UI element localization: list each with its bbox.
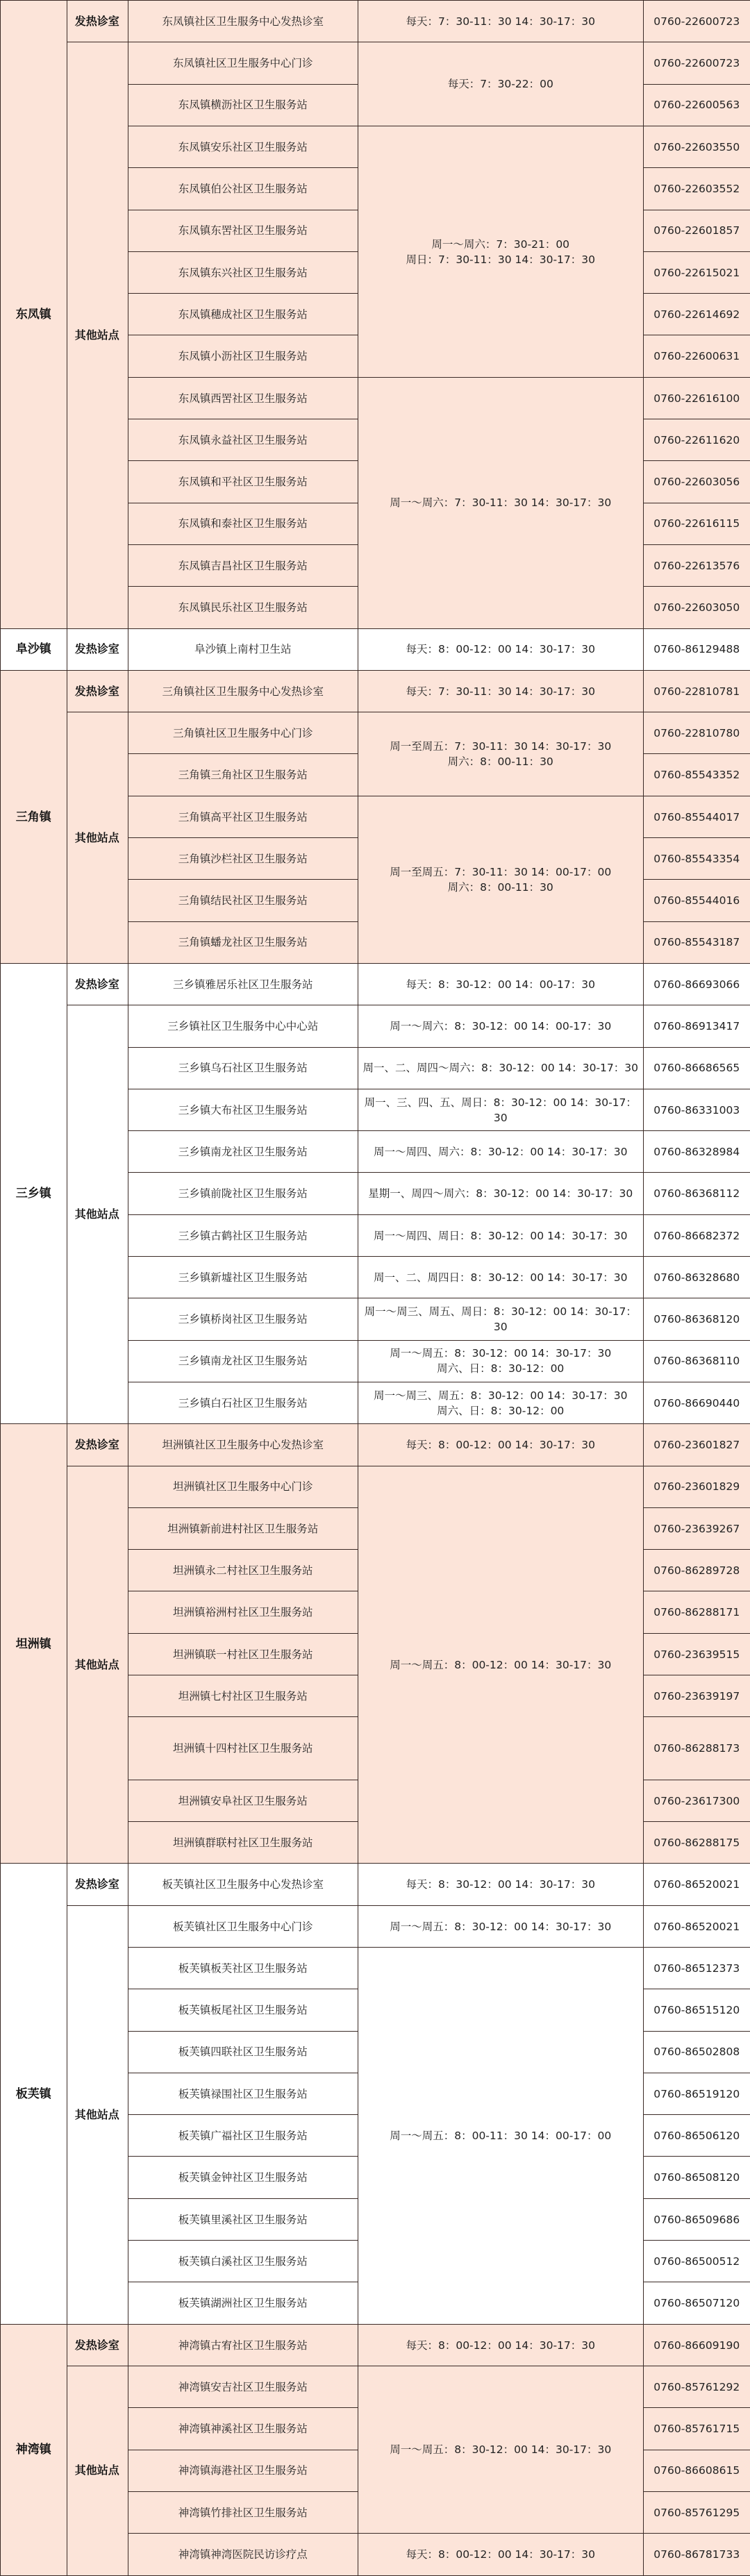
site-name: 坦洲镇裕洲村社区卫生服务站 (127, 1591, 359, 1634)
opening-hours: 周一～周六：8：30-12：00 14：00-17：30 (358, 1005, 644, 1048)
site-phone: 0760-86129488 (642, 628, 750, 671)
site-type-label: 发热诊室 (66, 1863, 128, 1906)
site-name: 板芙镇板芙社区卫生服务站 (127, 1947, 359, 1990)
site-type-label: 发热诊室 (66, 963, 128, 1006)
opening-hours: 周一至周五：7：30-11：30 14：30-17：30 周六：8：00-11：30 (358, 712, 644, 796)
site-name: 东凤镇东罟社区卫生服务站 (127, 210, 359, 253)
site-phone: 0760-86507120 (642, 2282, 750, 2325)
site-phone: 0760-22616115 (642, 503, 750, 546)
site-name: 板芙镇社区卫生服务中心门诊 (127, 1905, 359, 1948)
site-phone: 0760-22603550 (642, 126, 750, 169)
site-type-label: 发热诊室 (66, 1423, 128, 1466)
site-phone: 0760-86693066 (642, 963, 750, 1006)
site-name: 东凤镇社区卫生服务中心发热诊室 (127, 0, 359, 43)
site-type-label: 其他站点 (66, 1005, 128, 1425)
opening-hours: 每天：7：30-11：30 14：30-17：30 (358, 0, 644, 43)
site-phone: 0760-22613576 (642, 544, 750, 587)
site-phone: 0760-86520021 (642, 1863, 750, 1906)
site-phone: 0760-86502808 (642, 2031, 750, 2074)
site-phone: 0760-22603050 (642, 586, 750, 629)
opening-hours: 周一～周五：8：00-12：00 14：30-17：30 (358, 1466, 644, 1864)
opening-hours: 每天：8：00-12：00 14：30-17：30 (358, 1423, 644, 1466)
site-type-label: 其他站点 (66, 1905, 128, 2325)
site-phone: 0760-86609190 (642, 2324, 750, 2367)
site-name: 板芙镇广福社区卫生服务站 (127, 2114, 359, 2157)
opening-hours: 周一至周五：7：30-11：30 14：00-17：00 周六：8：00-11：30 (358, 796, 644, 964)
site-name: 神湾镇安吉社区卫生服务站 (127, 2366, 359, 2409)
town-name: 神湾镇 (0, 2324, 67, 2576)
site-type-label: 发热诊室 (66, 0, 128, 43)
opening-hours: 每天：8：00-12：00 14：30-17：30 (358, 2533, 644, 2576)
site-phone: 0760-22611620 (642, 419, 750, 462)
site-phone: 0760-85761715 (642, 2407, 750, 2450)
site-name: 三角镇沙栏社区卫生服务站 (127, 837, 359, 880)
site-name: 坦洲镇永二村社区卫生服务站 (127, 1549, 359, 1592)
site-phone: 0760-86515120 (642, 1989, 750, 2032)
site-name: 东凤镇东兴社区卫生服务站 (127, 251, 359, 294)
site-name: 坦洲镇群联村社区卫生服务站 (127, 1821, 359, 1864)
site-name: 东凤镇安乐社区卫生服务站 (127, 126, 359, 169)
site-name: 东凤镇和泰社区卫生服务站 (127, 503, 359, 546)
site-name: 板芙镇白溪社区卫生服务站 (127, 2240, 359, 2283)
site-phone: 0760-86506120 (642, 2114, 750, 2157)
site-name: 三角镇结民社区卫生服务站 (127, 879, 359, 922)
site-name: 三角镇社区卫生服务中心门诊 (127, 712, 359, 755)
opening-hours: 每天：8：30-12：00 14：30-17：30 (358, 1863, 644, 1906)
site-name: 板芙镇里溪社区卫生服务站 (127, 2198, 359, 2241)
site-type-label: 其他站点 (66, 1466, 128, 1864)
site-name: 三乡镇新墟社区卫生服务站 (127, 1256, 359, 1299)
site-name: 三乡镇桥岗社区卫生服务站 (127, 1298, 359, 1341)
site-name: 神湾镇神湾医院民访诊疗点 (127, 2533, 359, 2576)
site-name: 三乡镇古鹤社区卫生服务站 (127, 1214, 359, 1257)
site-name: 东凤镇西罟社区卫生服务站 (127, 377, 359, 420)
opening-hours: 每天：8：30-12：00 14：00-17：30 (358, 963, 644, 1006)
site-name: 三乡镇南龙社区卫生服务站 (127, 1130, 359, 1173)
site-name: 板芙镇湖洲社区卫生服务站 (127, 2282, 359, 2325)
site-name: 坦洲镇十四村社区卫生服务站 (127, 1716, 359, 1780)
site-name: 板芙镇金钟社区卫生服务站 (127, 2156, 359, 2199)
opening-hours: 星期一、周四～周六：8：30-12：00 14：30-17：30 (358, 1172, 644, 1215)
site-name: 东凤镇穗成社区卫生服务站 (127, 293, 359, 336)
site-phone: 0760-86520021 (642, 1905, 750, 1948)
site-phone: 0760-85543352 (642, 753, 750, 796)
town-name: 三乡镇 (0, 963, 67, 1425)
site-type-label: 其他站点 (66, 2366, 128, 2576)
site-name: 东凤镇社区卫生服务中心门诊 (127, 42, 359, 85)
opening-hours: 周一～周五：8：30-12：00 14：30-17：30 周六、日：8：30-12：00 (358, 1340, 644, 1383)
site-phone: 0760-23639267 (642, 1507, 750, 1550)
site-name: 三角镇社区卫生服务中心发热诊室 (127, 670, 359, 713)
site-phone: 0760-22614692 (642, 293, 750, 336)
town-name: 板芙镇 (0, 1863, 67, 2325)
site-name: 坦洲镇安阜社区卫生服务站 (127, 1780, 359, 1823)
opening-hours: 周一～周五：8：30-12：00 14：30-17：30 (358, 1905, 644, 1948)
site-phone: 0760-86368120 (642, 1298, 750, 1341)
site-phone: 0760-85543354 (642, 837, 750, 880)
site-phone: 0760-86500512 (642, 2240, 750, 2283)
site-type-label: 其他站点 (66, 712, 128, 964)
site-phone: 0760-86508120 (642, 2156, 750, 2199)
site-name: 东凤镇横沥社区卫生服务站 (127, 84, 359, 127)
site-phone: 0760-22810780 (642, 712, 750, 755)
site-name: 三乡镇前陇社区卫生服务站 (127, 1172, 359, 1215)
site-phone: 0760-22810781 (642, 670, 750, 713)
site-name: 三乡镇大布社区卫生服务站 (127, 1089, 359, 1132)
opening-hours: 周一～周六：7：30-11：30 14：30-17：30 (358, 377, 644, 629)
site-phone: 0760-86690440 (642, 1382, 750, 1425)
opening-hours: 周一、三、四、五、周日：8：30-12：00 14：30-17：30 (358, 1089, 644, 1132)
site-phone: 0760-86331003 (642, 1089, 750, 1132)
site-name: 三角镇三角社区卫生服务站 (127, 753, 359, 796)
site-name: 东凤镇永益社区卫生服务站 (127, 419, 359, 462)
site-phone: 0760-86288175 (642, 1821, 750, 1864)
site-phone: 0760-86328984 (642, 1130, 750, 1173)
site-phone: 0760-22603552 (642, 167, 750, 210)
site-phone: 0760-86368112 (642, 1172, 750, 1215)
site-phone: 0760-86512373 (642, 1947, 750, 1990)
town-name: 东凤镇 (0, 0, 67, 629)
site-name: 板芙镇社区卫生服务中心发热诊室 (127, 1863, 359, 1906)
opening-hours: 周一～周三、周五：8：30-12：00 14：30-17：30 周六、日：8：30-12：00 (358, 1382, 644, 1425)
site-name: 坦洲镇联一村社区卫生服务站 (127, 1633, 359, 1676)
site-type-label: 其他站点 (66, 42, 128, 629)
site-phone: 0760-85543187 (642, 921, 750, 964)
site-name: 三乡镇社区卫生服务中心中心站 (127, 1005, 359, 1048)
town-name: 阜沙镇 (0, 628, 67, 671)
site-name: 东凤镇和平社区卫生服务站 (127, 460, 359, 503)
site-name: 三乡镇白石社区卫生服务站 (127, 1382, 359, 1425)
site-name: 神湾镇古宥社区卫生服务站 (127, 2324, 359, 2367)
site-phone: 0760-85761295 (642, 2491, 750, 2534)
site-phone: 0760-22603056 (642, 460, 750, 503)
opening-hours: 周一～周四、周六：8：30-12：00 14：30-17：30 (358, 1130, 644, 1173)
town-name: 三角镇 (0, 670, 67, 964)
opening-hours: 周一、二、周四～周六：8：30-12：00 14：30-17：30 (358, 1047, 644, 1090)
site-name: 三乡镇乌石社区卫生服务站 (127, 1047, 359, 1090)
site-phone: 0760-23601829 (642, 1466, 750, 1509)
site-phone: 0760-86519120 (642, 2073, 750, 2116)
site-name: 三乡镇南龙社区卫生服务站 (127, 1340, 359, 1383)
site-name: 神湾镇神溪社区卫生服务站 (127, 2407, 359, 2450)
site-phone: 0760-85544017 (642, 796, 750, 839)
opening-hours: 周一～周五：8：00-11：30 14：00-17：00 (358, 1947, 644, 2325)
site-phone: 0760-22600631 (642, 335, 750, 378)
opening-hours: 周一、二、周四日：8：30-12：00 14：30-17：30 (358, 1256, 644, 1299)
opening-hours: 每天：7：30-22：00 (358, 42, 644, 126)
site-name: 东凤镇小沥社区卫生服务站 (127, 335, 359, 378)
site-name: 神湾镇海港社区卫生服务站 (127, 2450, 359, 2493)
site-name: 三角镇高平社区卫生服务站 (127, 796, 359, 839)
site-name: 东凤镇吉昌社区卫生服务站 (127, 544, 359, 587)
opening-hours: 周一～周四、周日：8：30-12：00 14：30-17：30 (358, 1214, 644, 1257)
site-phone: 0760-22600723 (642, 0, 750, 43)
site-name: 三角镇蟠龙社区卫生服务站 (127, 921, 359, 964)
site-phone: 0760-23639197 (642, 1675, 750, 1718)
site-phone: 0760-86686565 (642, 1047, 750, 1090)
opening-hours: 周一～周六：7：30-21：00 周日：7：30-11：30 14：30-17：30 (358, 126, 644, 378)
site-name: 三乡镇雅居乐社区卫生服务站 (127, 963, 359, 1006)
site-phone: 0760-86509686 (642, 2198, 750, 2241)
site-phone: 0760-23601827 (642, 1423, 750, 1466)
site-phone: 0760-22601857 (642, 210, 750, 253)
site-name: 东凤镇民乐社区卫生服务站 (127, 586, 359, 629)
site-phone: 0760-85544016 (642, 879, 750, 922)
site-name: 东凤镇伯公社区卫生服务站 (127, 167, 359, 210)
site-name: 坦洲镇社区卫生服务中心门诊 (127, 1466, 359, 1509)
site-type-label: 发热诊室 (66, 628, 128, 671)
opening-hours: 每天：7：30-11：30 14：30-17：30 (358, 670, 644, 713)
site-name: 阜沙镇上南村卫生站 (127, 628, 359, 671)
site-phone: 0760-23639515 (642, 1633, 750, 1676)
site-name: 坦洲镇七村社区卫生服务站 (127, 1675, 359, 1718)
site-phone: 0760-86289728 (642, 1549, 750, 1592)
site-phone: 0760-22615021 (642, 251, 750, 294)
site-phone: 0760-22600563 (642, 84, 750, 127)
site-name: 神湾镇竹排社区卫生服务站 (127, 2491, 359, 2534)
site-phone: 0760-86328680 (642, 1256, 750, 1299)
opening-hours: 每天：8：00-12：00 14：30-17：30 (358, 2324, 644, 2367)
site-name: 板芙镇板尾社区卫生服务站 (127, 1989, 359, 2032)
site-name: 板芙镇四联社区卫生服务站 (127, 2031, 359, 2074)
site-phone: 0760-86608615 (642, 2450, 750, 2493)
site-type-label: 发热诊室 (66, 2324, 128, 2367)
site-phone: 0760-86288171 (642, 1591, 750, 1634)
site-phone: 0760-86781733 (642, 2533, 750, 2576)
site-phone: 0760-85761292 (642, 2366, 750, 2409)
site-phone: 0760-86913417 (642, 1005, 750, 1048)
opening-hours: 每天：8：00-12：00 14：30-17：30 (358, 628, 644, 671)
site-phone: 0760-86288173 (642, 1716, 750, 1780)
site-type-label: 发热诊室 (66, 670, 128, 713)
opening-hours: 周一～周三、周五、周日：8：30-12：00 14：30-17：30 (358, 1298, 644, 1341)
site-phone: 0760-22616100 (642, 377, 750, 420)
site-name: 坦洲镇社区卫生服务中心发热诊室 (127, 1423, 359, 1466)
site-phone: 0760-23617300 (642, 1780, 750, 1823)
site-name: 板芙镇禄围社区卫生服务站 (127, 2073, 359, 2116)
site-phone: 0760-86368110 (642, 1340, 750, 1383)
site-phone: 0760-22600723 (642, 42, 750, 85)
opening-hours: 周一～周五：8：30-12：00 14：30-17：30 (358, 2366, 644, 2534)
town-name: 坦洲镇 (0, 1423, 67, 1864)
site-phone: 0760-86682372 (642, 1214, 750, 1257)
site-name: 坦洲镇新前进村社区卫生服务站 (127, 1507, 359, 1550)
